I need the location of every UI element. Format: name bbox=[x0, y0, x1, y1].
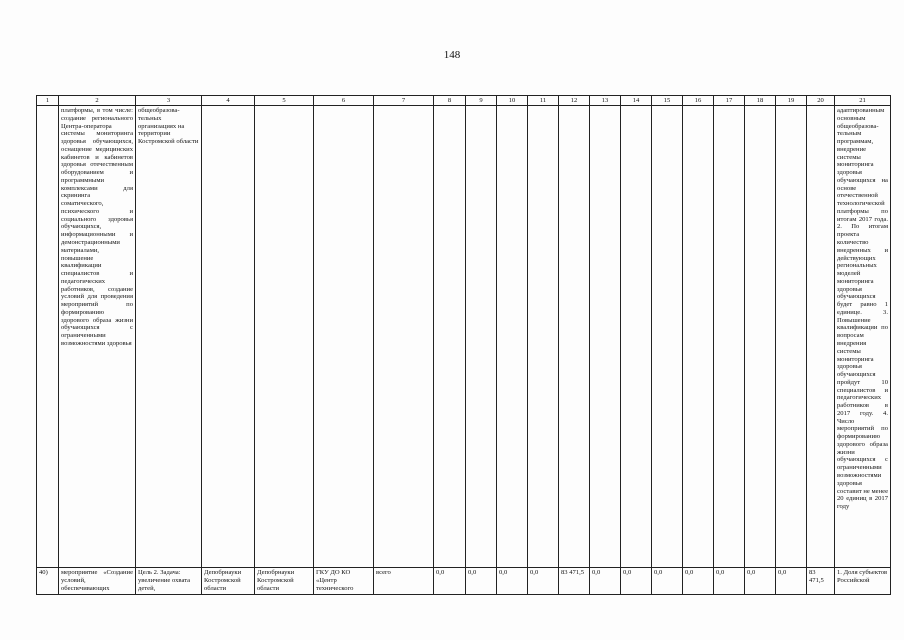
table-row bbox=[37, 106, 891, 568]
funding-source-cell: всего bbox=[374, 568, 434, 595]
header-cell: 11 bbox=[528, 96, 559, 106]
header-cell: 12 bbox=[559, 96, 590, 106]
result-indicators-cell: 1. Доля субъектов Российской bbox=[835, 568, 891, 595]
table-cell bbox=[776, 106, 807, 568]
participant-cell: ГКУ ДО КО «Центр технического bbox=[314, 568, 374, 595]
activity-name-cell: мероприятие «Создание условий, обеспечивающих bbox=[59, 568, 136, 595]
header-cell: 15 bbox=[652, 96, 683, 106]
table-cell bbox=[466, 106, 497, 568]
table-cell bbox=[745, 106, 776, 568]
header-cell: 2 bbox=[59, 96, 136, 106]
table-row bbox=[37, 568, 891, 595]
budget-table bbox=[36, 95, 891, 595]
header-cell: 19 bbox=[776, 96, 807, 106]
page-number: 148 bbox=[443, 49, 461, 61]
amount-cell: 0,0 bbox=[714, 568, 745, 595]
header-cell: 8 bbox=[434, 96, 466, 106]
header-cell: 20 bbox=[807, 96, 835, 106]
amount-cell: 0,0 bbox=[528, 568, 559, 595]
header-cell: 9 bbox=[466, 96, 497, 106]
table-cell bbox=[621, 106, 652, 568]
header-cell: 14 bbox=[621, 96, 652, 106]
goal-cell: общеобразова-тельных организациях на территории Костромской области bbox=[136, 106, 202, 568]
table-cell bbox=[497, 106, 528, 568]
table-cell bbox=[652, 106, 683, 568]
table-cell bbox=[314, 106, 374, 568]
header-cell: 1 bbox=[37, 96, 59, 106]
amount-cell: 83 471,5 bbox=[559, 568, 590, 595]
header-cell: 13 bbox=[590, 96, 621, 106]
table-cell bbox=[559, 106, 590, 568]
amount-cell: 0,0 bbox=[652, 568, 683, 595]
goal-cell: Цель 2. Задача: увеличение охвата детей, bbox=[136, 568, 202, 595]
table-cell bbox=[255, 106, 314, 568]
row-number-cell bbox=[37, 106, 59, 568]
header-cell: 21 bbox=[835, 96, 891, 106]
coordinator-cell: Депобрнауки Костромской области bbox=[255, 568, 314, 595]
amount-cell: 0,0 bbox=[683, 568, 714, 595]
header-cell: 7 bbox=[374, 96, 434, 106]
amount-cell: 0,0 bbox=[745, 568, 776, 595]
header-cell: 16 bbox=[683, 96, 714, 106]
result-indicators-cell: адаптированным основным общеобразова-тельным программам, внедрение системы мониторинга здоровья обучающихся на основе отечественной технологической платформы по итогам 2017 года. 2. По итогам проекта количество внедренных и действующих региональных моделей мониторинга здоровья обучающихся будет равно 1 единице. 3. Повышение квалификации по вопросам внедрения системы мониторинга здоровья обучающихся пройдут 10 специалистов и педагогических работников в 2017 году. 4. Число мероприятий по формированию здорового образа жизни обучающихся с ограниченными возможностями здоровья составит не менее 20 единиц в 2017 году bbox=[835, 106, 891, 568]
table-cell bbox=[807, 106, 835, 568]
table-cell bbox=[434, 106, 466, 568]
activity-name-cell: платформы, в том числе: создание регионального Центра-оператора системы мониторинга здоровья обучающихся, оснащение медицинских кабинетов и кабинетов здоровья отечественным оборудованием и программными комплексами для скрининга соматического, психического и социального здоровья обучающихся, информационными и демонстрационными материалами, повышение квалификации специалистов и педагогических работников, создание условий для проведения мероприятий по формированию здорового образа жизни обучающихся с ограниченными возможностями здоровья bbox=[59, 106, 136, 568]
amount-cell: 0,0 bbox=[776, 568, 807, 595]
header-cell: 17 bbox=[714, 96, 745, 106]
table-cell bbox=[590, 106, 621, 568]
table-cell bbox=[374, 106, 434, 568]
row-number-cell: 40) bbox=[37, 568, 59, 595]
amount-cell: 0,0 bbox=[497, 568, 528, 595]
executor-cell: Депобрнауки Костромской области bbox=[202, 568, 255, 595]
header-row bbox=[37, 96, 891, 106]
header-cell: 3 bbox=[136, 96, 202, 106]
amount-cell: 0,0 bbox=[434, 568, 466, 595]
amount-cell: 0,0 bbox=[466, 568, 497, 595]
table-cell bbox=[202, 106, 255, 568]
header-cell: 6 bbox=[314, 96, 374, 106]
table-cell bbox=[528, 106, 559, 568]
amount-cell: 0,0 bbox=[621, 568, 652, 595]
header-cell: 4 bbox=[202, 96, 255, 106]
amount-cell: 0,0 bbox=[590, 568, 621, 595]
total-amount-cell: 83 471,5 bbox=[807, 568, 835, 595]
table-cell bbox=[683, 106, 714, 568]
header-cell: 5 bbox=[255, 96, 314, 106]
header-cell: 18 bbox=[745, 96, 776, 106]
table-cell bbox=[714, 106, 745, 568]
header-cell: 10 bbox=[497, 96, 528, 106]
